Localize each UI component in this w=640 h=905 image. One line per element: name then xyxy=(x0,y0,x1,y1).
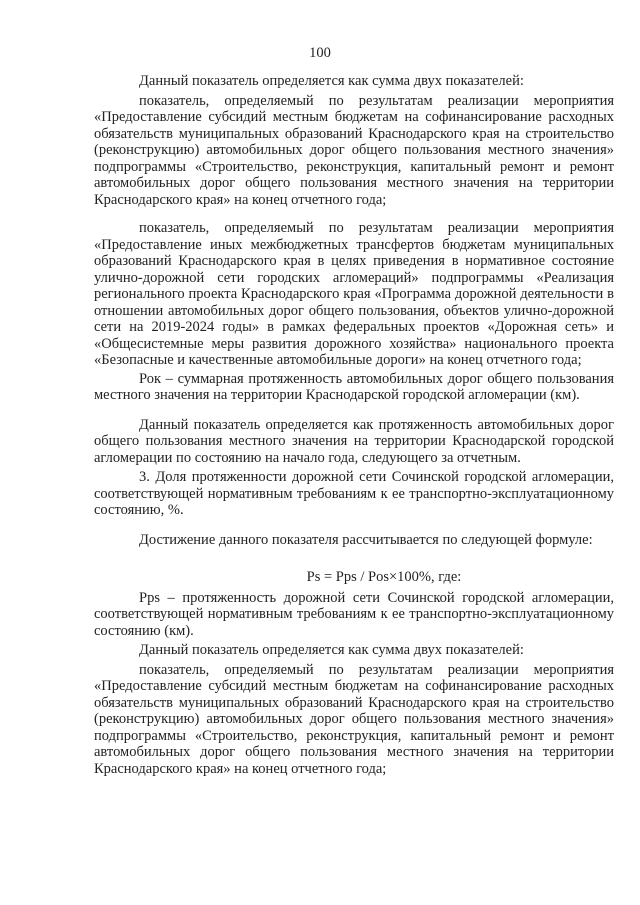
paragraph-sum-intro: Данный показатель определяется как сумма двух показателей: xyxy=(139,73,524,89)
page-number: 100 xyxy=(309,45,331,61)
paragraph-pok-definition: Рок – суммарная протяженность автомобильных дорог общего пользования местного значения на территории Краснодарской городской агломерации (км). xyxy=(94,370,614,403)
paragraph-gap xyxy=(94,407,614,417)
document-body xyxy=(94,73,614,780)
paragraph-gap xyxy=(94,210,614,220)
paragraph-sum-intro-2: Данный показатель определяется как сумма двух показателей: xyxy=(139,642,524,658)
paragraph-formula-intro: Достижение данного показателя рассчитывается по следующей формуле: xyxy=(139,531,593,548)
paragraph-indicator-subsidies: показатель, определяемый по результатам реализации мероприятия «Предоставление субсидий местным бюджетам на софинансирование расходных обязательств муниципальных образований Краснодарского края на строительство (реконструкцию) автомобильных дорог общего пользования местного значения» подпрограммы «Строительство, реконструкция, капитальный ремонт и ремонт автомобильных дорог общего пользования местного значения на территории Краснодарского края» на конец отчетного года; xyxy=(94,92,614,208)
paragraph-indicator-subsidies-2: показатель, определяемый по результатам реализации мероприятия «Предоставление субсидий местным бюджетам на софинансирование расходных обязательств муниципальных образований Краснодарского края на строительство (реконструкцию) автомобильных дорог общего пользования местного значения» подпрограммы «Строительство, реконструкция, капитальный ремонт и ремонт автомобильных дорог общего пользования местного значения на территории Краснодарского края» на конец отчетного года; xyxy=(94,661,614,777)
paragraph-pps-definition: Pps – протяженность дорожной сети Сочинской городской агломерации, соответствующей нормативным требованиям к ее транспортно-эксплуатационному состоянию (км). xyxy=(94,589,614,639)
paragraph-pok-explanation: Данный показатель определяется как протяженность автомобильных дорог общего пользования местного значения на территории Краснодарской городской агломерации по состоянию на начало года, следующего за отчетным. xyxy=(94,416,614,466)
paragraph-gap xyxy=(94,522,614,532)
formula: Ps = Pps / Pos×100%, где: xyxy=(306,569,462,585)
paragraph-indicator-transfers: показатель, определяемый по результатам реализации мероприятия «Предоставление иных межбюджетных трансфертов бюджетам муниципальных образований Краснодарского края в целях приведения в нормативное состояние улично-дорожной сети городских агломераций» подпрограммы «Реализация регионального проекта Краснодарского края «Программа дорожной деятельности в отношении автомобильных дорог общего пользования, объектов улично-дорожной сети на 2019-2024 годы» в рамках федеральных проектов «Дорожная сеть» и «Общесистемные меры развития дорожного хозяйства» национального проекта «Безопасные и качественные автомобильные дороги» на конец отчетного года; xyxy=(94,220,614,368)
paragraph-item-3: 3. Доля протяженности дорожной сети Сочинской городской агломерации, соответствующей нормативным требованиям к ее транспортно-эксплуатационному состоянию, %. xyxy=(94,469,614,518)
